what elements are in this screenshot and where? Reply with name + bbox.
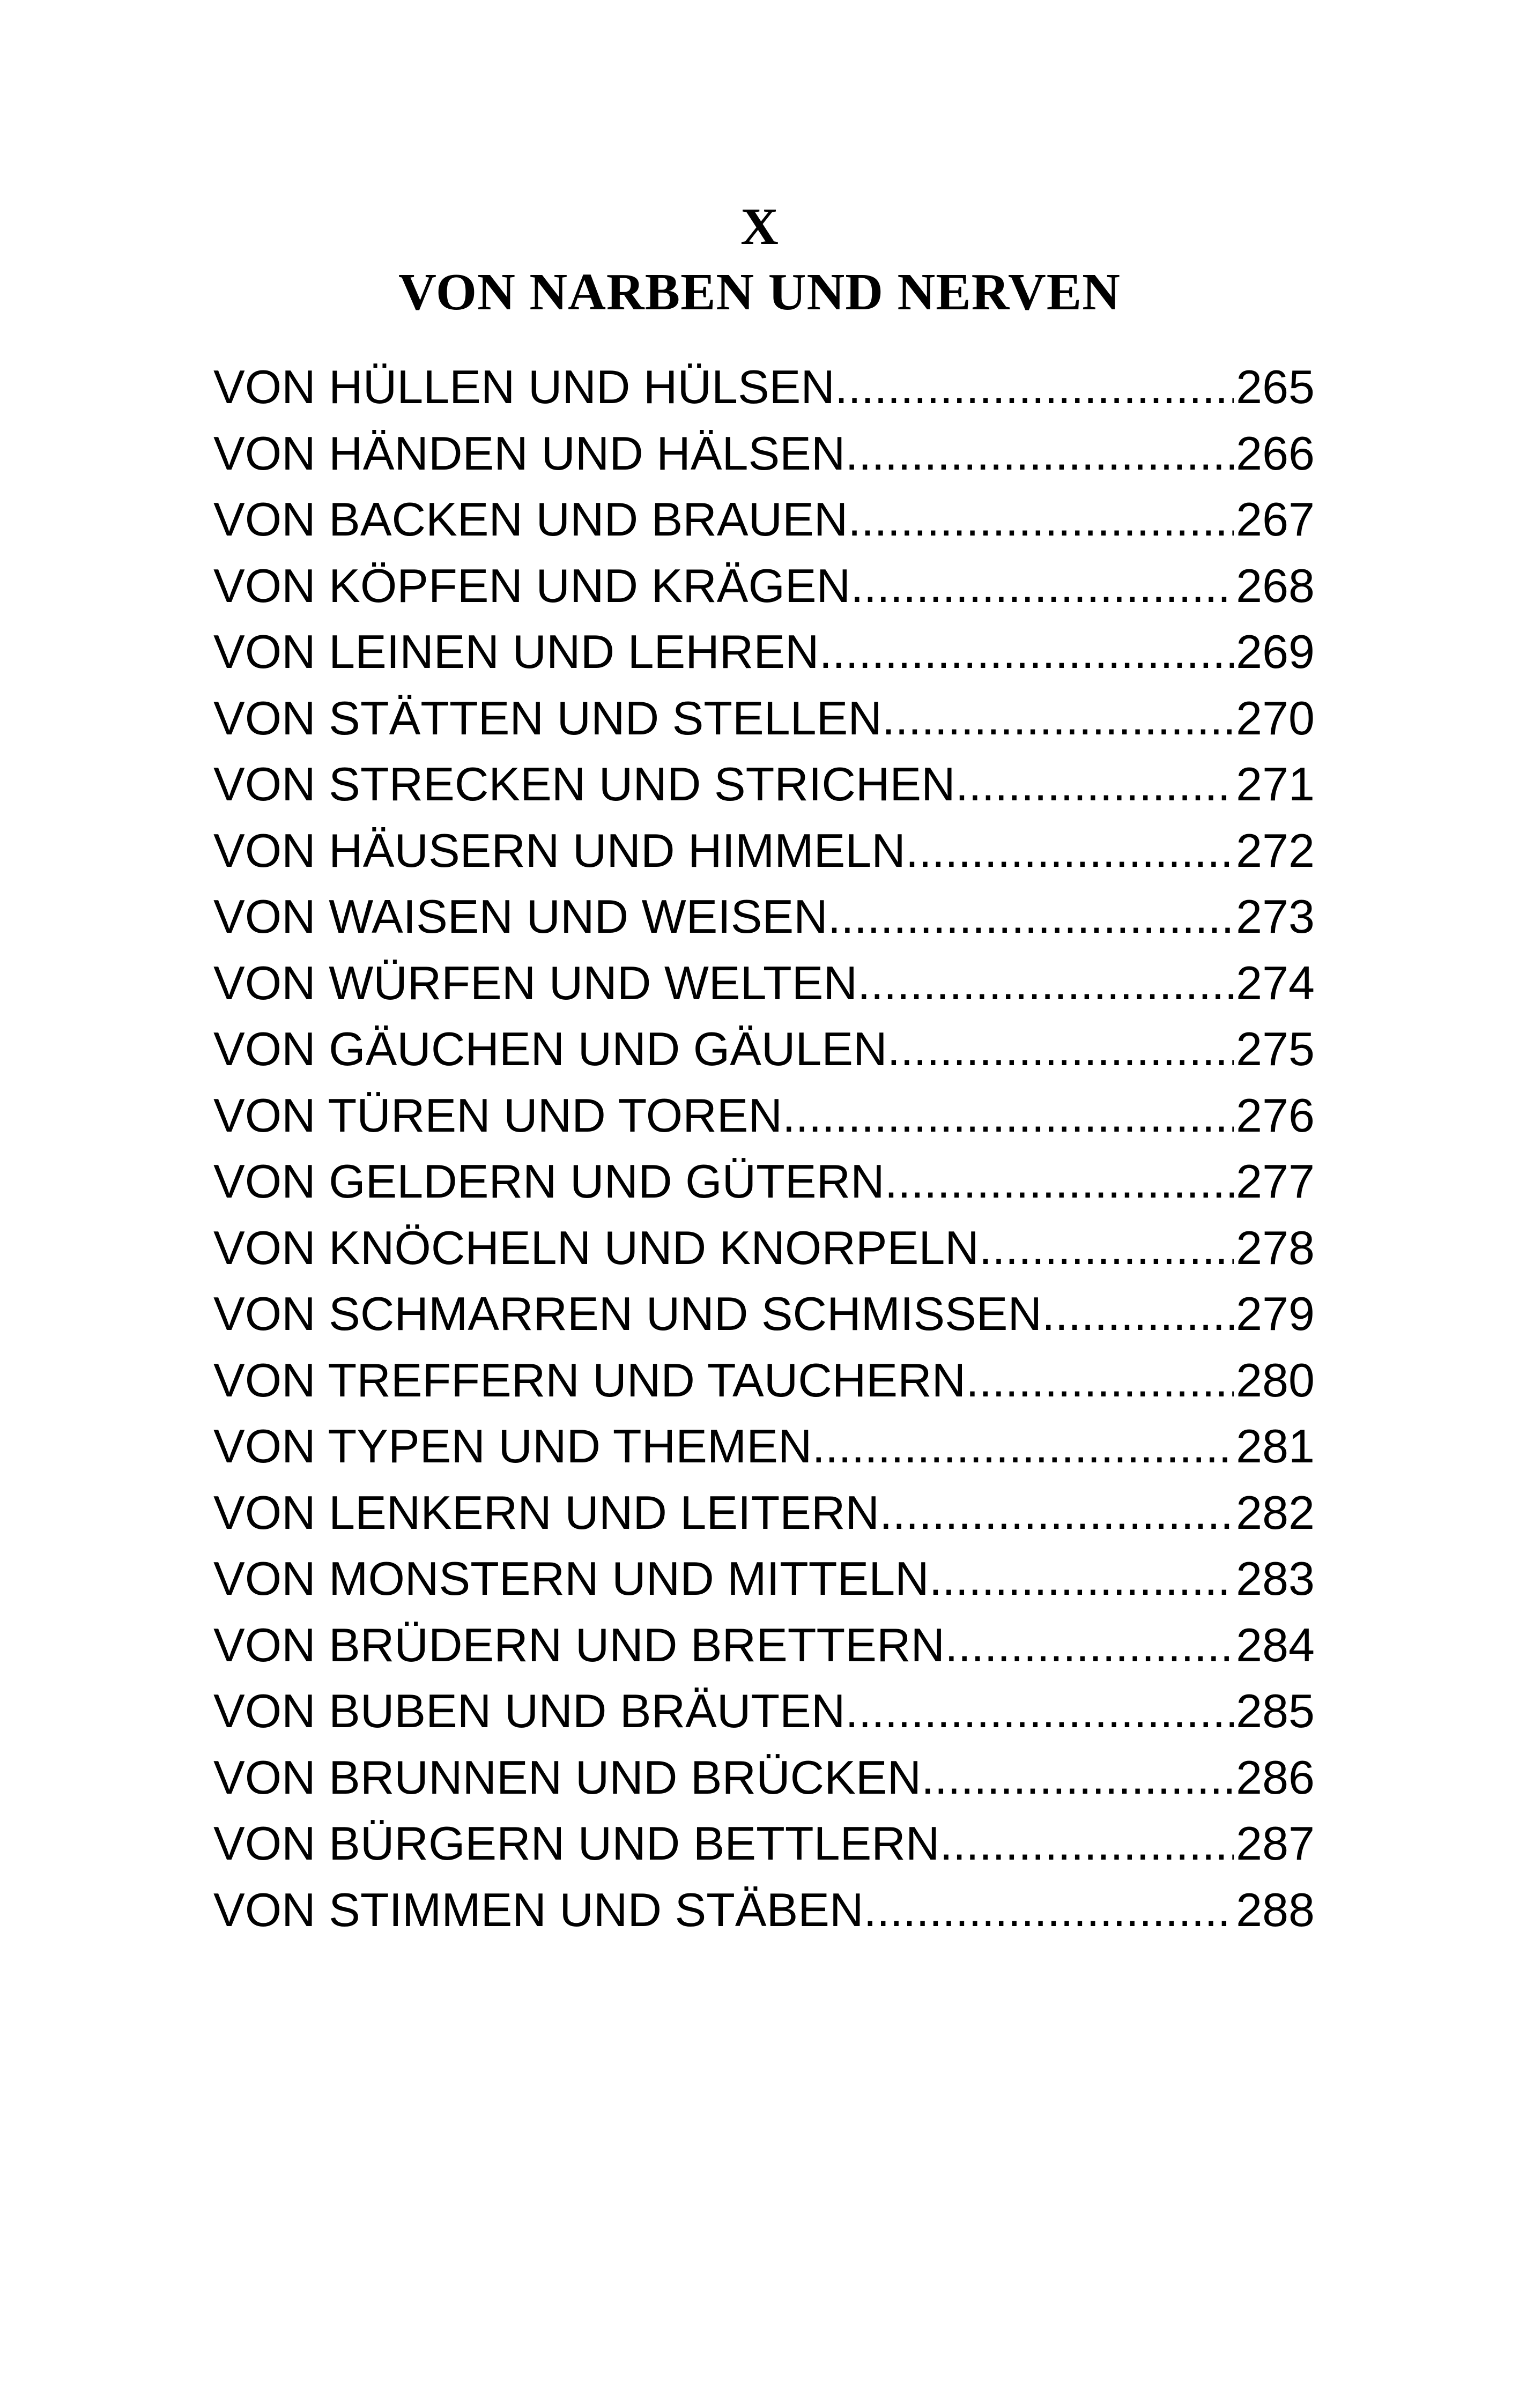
toc-entry-page: 280: [1236, 1353, 1315, 1407]
toc-entry: [213, 1413, 1315, 1480]
toc-entry-page: 288: [1236, 1883, 1315, 1936]
dot-leader: [939, 1810, 1234, 1877]
toc-entry: [213, 950, 1315, 1016]
toc-entry-page: 270: [1236, 691, 1315, 745]
toc-entry-title: VON STRECKEN UND STRICHEN: [213, 757, 955, 811]
toc-entry-page: 276: [1236, 1088, 1315, 1142]
dot-leader: [848, 486, 1234, 553]
toc-entry: [213, 1810, 1315, 1877]
toc-entry-page: 284: [1236, 1618, 1315, 1671]
toc-entry-title: VON BÜRGERN UND BETTLERN: [213, 1817, 940, 1870]
dot-leader: [882, 685, 1234, 752]
toc-entry-title: VON HÄNDEN UND HÄLSEN: [213, 426, 846, 480]
toc-entry-title: VON WÜRFEN UND WELTEN: [213, 956, 858, 1009]
toc-entry-title: VON WAISEN UND WEISEN: [213, 890, 828, 943]
toc-entry-page: 281: [1236, 1419, 1315, 1473]
dot-leader: [845, 1678, 1234, 1744]
toc-entry-title: VON TREFFERN UND TAUCHERN: [213, 1353, 966, 1407]
toc-entry-title: VON STIMMEN UND STÄBEN: [213, 1883, 864, 1936]
dot-leader: [828, 883, 1234, 950]
toc-entry-page: 285: [1236, 1684, 1315, 1737]
toc-entry: [213, 1347, 1315, 1414]
dot-leader: [879, 1480, 1234, 1546]
toc-entry: [213, 619, 1315, 685]
toc-entry: [213, 1612, 1315, 1678]
toc-entry-title: VON GÄUCHEN UND GÄULEN: [213, 1022, 887, 1075]
toc-entry-title: VON LEINEN UND LEHREN: [213, 625, 819, 678]
toc-entry-page: 272: [1236, 823, 1315, 877]
toc-entry-page: 274: [1236, 956, 1315, 1009]
toc-entry: [213, 1148, 1315, 1215]
toc-entry-title: VON KNÖCHELN UND KNORPELN: [213, 1221, 979, 1274]
toc-entry: [213, 1877, 1315, 1943]
toc-entry-page: 278: [1236, 1221, 1315, 1274]
dot-leader: [979, 1215, 1234, 1281]
table-of-contents: [213, 354, 1315, 1943]
toc-entry-title: VON GELDERN UND GÜTERN: [213, 1155, 885, 1208]
toc-entry-page: 282: [1236, 1485, 1315, 1539]
toc-entry-page: 268: [1236, 559, 1315, 612]
toc-entry: [213, 685, 1315, 752]
toc-entry: [213, 1016, 1315, 1082]
toc-entry-title: VON BRUNNEN UND BRÜCKEN: [213, 1750, 922, 1804]
dot-leader: [812, 1413, 1234, 1480]
toc-entry-page: 269: [1236, 625, 1315, 678]
toc-entry-title: VON MONSTERN UND MITTELN: [213, 1552, 929, 1605]
toc-entry: [213, 751, 1315, 817]
toc-entry-title: VON STÄTTEN UND STELLEN: [213, 691, 882, 745]
toc-entry-page: 283: [1236, 1552, 1315, 1605]
chapter-title: VON NARBEN UND NERVEN: [398, 263, 1121, 321]
toc-entry-title: VON SCHMARREN UND SCHMISSEN: [213, 1287, 1042, 1340]
toc-entry-title: VON LENKERN UND LEITERN: [213, 1485, 880, 1539]
toc-entry-page: 279: [1236, 1287, 1315, 1340]
toc-entry-page: 267: [1236, 493, 1315, 546]
dot-leader: [921, 1744, 1234, 1811]
toc-entry: [213, 1480, 1315, 1546]
toc-entry: [213, 1281, 1315, 1347]
dot-leader: [966, 1347, 1234, 1414]
toc-entry: [213, 1678, 1315, 1744]
toc-entry-page: 273: [1236, 890, 1315, 943]
toc-entry-title: VON TÜREN UND TOREN: [213, 1088, 783, 1142]
dot-leader: [864, 1877, 1234, 1943]
chapter-number: X: [740, 198, 779, 256]
toc-entry: [213, 1215, 1315, 1281]
dot-leader: [845, 420, 1234, 487]
dot-leader: [885, 1148, 1234, 1215]
toc-entry-title: VON TYPEN UND THEMEN: [213, 1419, 812, 1473]
toc-entry: [213, 486, 1315, 553]
toc-entry: [213, 354, 1315, 420]
toc-entry-title: VON HÄUSERN UND HIMMELN: [213, 823, 906, 877]
toc-entry-title: VON BUBEN UND BRÄUTEN: [213, 1684, 846, 1737]
toc-entry-page: 271: [1236, 757, 1315, 811]
toc-entry-page: 266: [1236, 426, 1315, 480]
toc-entry: [213, 817, 1315, 884]
toc-entry: [213, 420, 1315, 487]
dot-leader: [835, 354, 1234, 420]
toc-entry: [213, 1744, 1315, 1811]
toc-entry-title: VON BRÜDERN UND BRETTERN: [213, 1618, 945, 1671]
dot-leader: [782, 1082, 1234, 1149]
toc-entry: [213, 883, 1315, 950]
dot-leader: [819, 619, 1234, 685]
toc-entry-page: 277: [1236, 1155, 1315, 1208]
dot-leader: [1042, 1281, 1234, 1347]
dot-leader: [955, 751, 1234, 817]
toc-entry: [213, 1545, 1315, 1612]
dot-leader: [850, 553, 1234, 619]
toc-entry: [213, 1082, 1315, 1149]
toc-entry: [213, 553, 1315, 619]
dot-leader: [857, 950, 1234, 1016]
toc-entry-page: 275: [1236, 1022, 1315, 1075]
toc-entry-title: VON KÖPFEN UND KRÄGEN: [213, 559, 851, 612]
toc-entry-page: 265: [1236, 360, 1315, 413]
toc-entry-title: VON BACKEN UND BRAUEN: [213, 493, 848, 546]
dot-leader: [906, 817, 1234, 884]
toc-entry-title: VON HÜLLEN UND HÜLSEN: [213, 360, 835, 413]
toc-entry-page: 287: [1236, 1817, 1315, 1870]
dot-leader: [929, 1545, 1234, 1612]
dot-leader: [945, 1612, 1234, 1678]
dot-leader: [887, 1016, 1234, 1082]
toc-entry-page: 286: [1236, 1750, 1315, 1804]
